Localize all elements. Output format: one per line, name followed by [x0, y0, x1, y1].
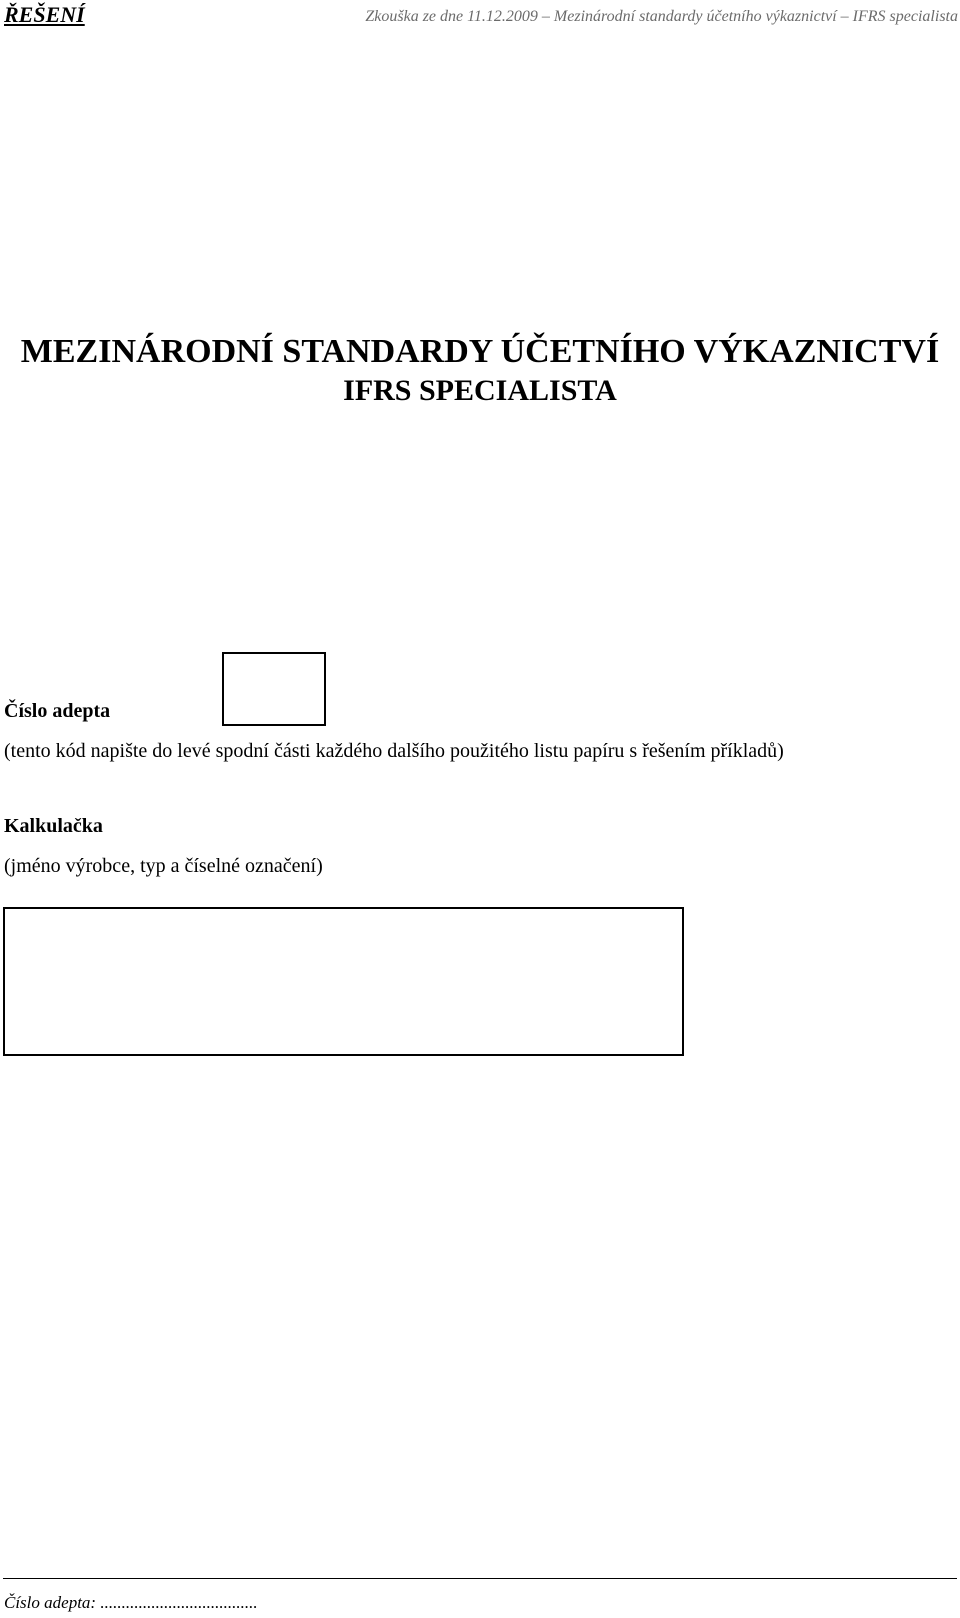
footer-divider: [3, 1578, 957, 1579]
header-exam-info: Zkouška ze dne 11.12.2009 – Mezinárodní standardy účetního výkaznictví – IFRS specialista: [365, 8, 958, 25]
calculator-entry-box[interactable]: [3, 907, 684, 1056]
candidate-number-box[interactable]: [222, 652, 326, 726]
footer-candidate-number: Číslo adepta: .....................................: [4, 1593, 258, 1612]
calculator-label: Kalkulačka: [4, 815, 103, 837]
candidate-number-label: Číslo adepta: [4, 700, 111, 722]
document-subtitle: IFRS SPECIALISTA: [343, 374, 617, 407]
calculator-instruction: (jméno výrobce, typ a číselné označení): [4, 855, 323, 877]
candidate-number-instruction: (tento kód napište do levé spodní části každého dalšího použitého listu papíru s řešením příkladů): [4, 740, 784, 762]
header-solution-label: ŘEŠENÍ: [4, 2, 85, 27]
document-title: MEZINÁRODNÍ STANDARDY ÚČETNÍHO VÝKAZNICTVÍ: [20, 333, 940, 370]
